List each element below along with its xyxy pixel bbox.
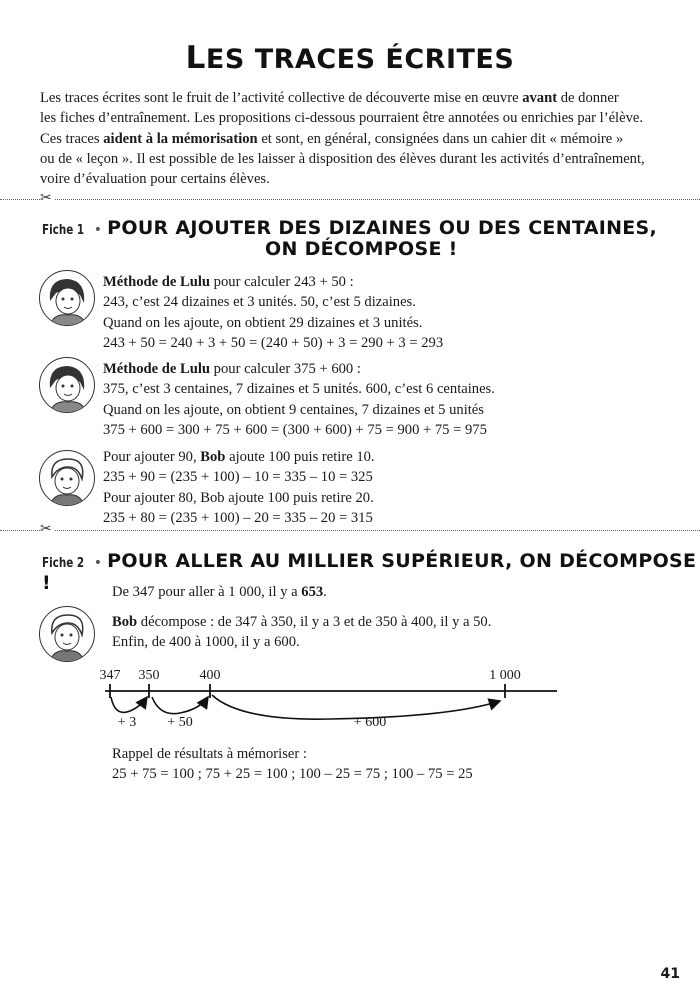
fiche2-intro [112, 582, 327, 602]
bold-text: 653 [301, 584, 324, 600]
text-line [103, 447, 375, 467]
bullet: • [93, 222, 103, 238]
bold-text: Méthode de Lulu [103, 361, 211, 377]
text: pour calculer 375 + 600 : [210, 361, 361, 377]
text: pour calculer 243 + 50 : [210, 274, 354, 290]
bold-text: Méthode de Lulu [103, 274, 211, 290]
text: décompose : de 347 à 350, il y a 3 et de 350 à 400, il y a 50. [137, 614, 492, 630]
text: 375 + 600 = 300 + 75 + 600 = (300 + 600) + 75 = 900 + 75 = 975 [103, 421, 487, 438]
tick-label: 350 [138, 668, 160, 683]
jump-label: + 50 [167, 715, 193, 730]
fiche1-label: Fiche 1 [42, 223, 85, 238]
text-line [40, 169, 645, 189]
lulu-avatar [39, 270, 95, 326]
text-line [103, 292, 443, 312]
fiche1-title-line2: ON DÉCOMPOSE ! [265, 238, 458, 260]
text: 375, c’est 3 centaines, 7 dizaines et 5 unités. 600, c’est 6 centaines. [103, 381, 495, 398]
bob-avatar [39, 606, 95, 662]
fiche1-block3 [103, 447, 375, 528]
text: Pour ajouter 80, Bob ajoute 100 puis retire 20. [103, 489, 374, 506]
tick-label: 347 [99, 668, 121, 683]
fiche2-bob-text [112, 612, 491, 653]
text-line [40, 149, 645, 169]
bold-text: Bob [112, 614, 138, 630]
text: 243 + 50 = 240 + 3 + 50 = (240 + 50) + 3 = 290 + 3 = 293 [103, 334, 444, 351]
text: Quand on les ajoute, on obtient 9 centaines, 7 dizaines et 5 unités [103, 401, 484, 418]
bold-text: aident à la mémorisation [103, 130, 258, 147]
fiche2-recall [112, 744, 473, 785]
text: 235 + 80 = (235 + 100) – 20 = 335 – 20 = 315 [103, 509, 373, 526]
lulu-avatar [39, 357, 95, 413]
text: Enfin, de 400 à 1000, il y a 600. [112, 634, 300, 651]
text-line [40, 108, 645, 128]
page-number: 41 [660, 966, 680, 982]
tick-label: 400 [199, 668, 221, 683]
text: Quand on les ajoute, on obtient 29 dizaines et 3 unités. [103, 314, 423, 331]
text: les fiches d’entraînement. Les propositions ci-dessous pourraient être annotées ou enrichies par l’élève. [40, 110, 643, 127]
text-line [103, 272, 443, 292]
text-line [103, 420, 495, 440]
title-rest: ES TRACES ÉCRITES [205, 44, 515, 75]
text: et sont, en général, consignées dans un cahier dit « mémoire » [257, 130, 624, 147]
scissors-icon: ✂ [40, 191, 52, 206]
fiche1-heading [42, 217, 657, 239]
text-line [103, 379, 495, 399]
text-line [103, 488, 375, 508]
text: 25 + 75 = 100 ; 75 + 25 = 100 ; 100 – 25 = 75 ; 100 – 75 = 25 [112, 766, 473, 783]
text-line [103, 359, 495, 379]
scissors-icon: ✂ [40, 522, 52, 537]
text: Pour ajouter 90, [103, 449, 201, 465]
text: ajoute 100 puis retire 10. [225, 449, 375, 465]
tick-label: 1 000 [489, 668, 521, 683]
fiche1-title-line1: POUR AJOUTER DES DIZAINES OU DES CENTAINES, [107, 217, 658, 239]
text-line [103, 333, 443, 353]
text-line [103, 313, 443, 333]
text: Les traces écrites sont le fruit de l’activité collective de découverte mise en œuvre [40, 90, 523, 106]
bullet: • [93, 555, 103, 571]
text: 243, c’est 24 dizaines et 3 unités. 50, c’est 5 dizaines. [103, 294, 416, 311]
number-line [0, 665, 700, 745]
text-line [112, 582, 327, 602]
intro-paragraph [40, 88, 645, 189]
text: 235 + 90 = (235 + 100) – 10 = 335 – 10 = 325 [103, 469, 373, 486]
bold-text: Bob [200, 449, 226, 465]
text: de donner [557, 90, 619, 106]
text: . [323, 584, 327, 600]
jump-label: + 600 [353, 715, 387, 730]
text-line [40, 129, 645, 149]
fiche2-label: Fiche 2 [42, 556, 85, 571]
text-line [112, 744, 473, 764]
page-title [0, 40, 700, 76]
text-line [112, 764, 473, 784]
text: Ces traces [40, 130, 104, 147]
text: voire d’évaluation pour certains élèves. [40, 171, 270, 188]
cut-line [0, 199, 700, 200]
fiche2-title: POUR ALLER AU MILLIER SUPÉRIEUR, ON DÉCOMPOSE ! [42, 550, 697, 594]
fiche1-block2 [103, 359, 495, 440]
bob-avatar [39, 450, 95, 506]
text-line [112, 632, 491, 652]
text-line [103, 467, 375, 487]
jump-arrow [152, 697, 208, 714]
text: De 347 pour aller à 1 000, il y a [112, 584, 302, 600]
jump-label: + 3 [117, 715, 137, 730]
title-initial: L [185, 40, 206, 76]
text: ou de « leçon ». Il est possible de les laisser à disposition des élèves durant les activités d’entraînement, [40, 150, 645, 167]
text-line [103, 400, 495, 420]
jump-arrow [111, 697, 147, 712]
fiche1-block1 [103, 272, 443, 353]
cut-line [0, 530, 700, 531]
text-line [40, 88, 645, 108]
text-line [112, 612, 491, 632]
text: Rappel de résultats à mémoriser : [112, 746, 307, 762]
text-line [103, 508, 375, 528]
bold-text: avant [522, 90, 558, 106]
